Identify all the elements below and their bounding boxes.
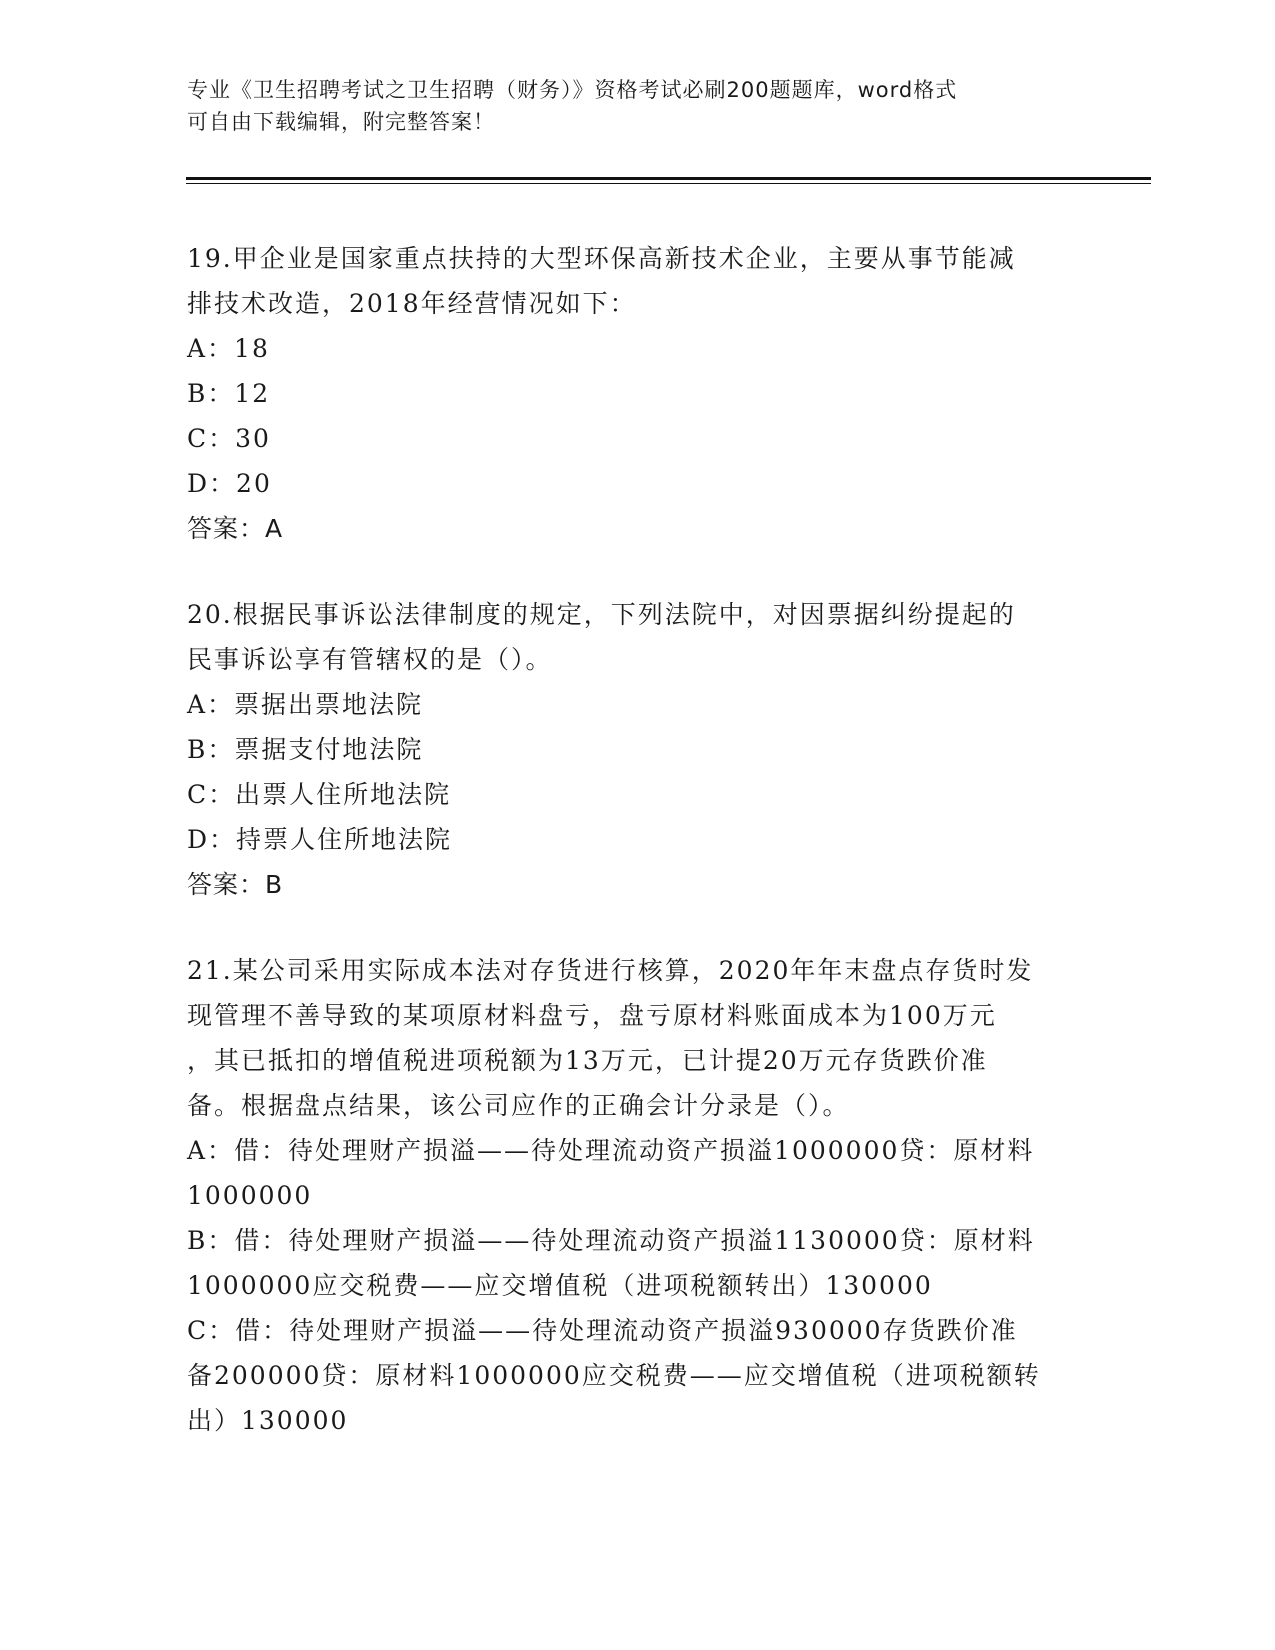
answer-line: 答案：A bbox=[187, 514, 284, 543]
option-a: A：票据出票地法院 bbox=[187, 690, 424, 719]
option-c-continued: 备200000贷：原材料1000000应交税费——应交增值税（进项税额转 bbox=[187, 1361, 1041, 1390]
option-d: D：20 bbox=[187, 469, 272, 498]
question-stem-line: 民事诉讼享有管辖权的是（）。 bbox=[187, 645, 553, 674]
document-header bbox=[187, 74, 1067, 138]
question-19 bbox=[187, 236, 1087, 551]
option-a-continued: 1000000 bbox=[187, 1181, 313, 1210]
question-stem-line: 21.某公司采用实际成本法对存货进行核算，2020年年末盘点存货时发 bbox=[187, 956, 1034, 985]
option-b: B：借：待处理财产损溢——待处理流动资产损溢1130000贷：原材料 bbox=[187, 1226, 1035, 1255]
question-stem-line: 19.甲企业是国家重点扶持的大型环保高新技术企业，主要从事节能减 bbox=[187, 244, 1016, 273]
header-divider-thin bbox=[186, 183, 1151, 184]
option-b: B：12 bbox=[187, 379, 271, 408]
question-stem-line: 现管理不善导致的某项原材料盘亏，盘亏原材料账面成本为100万元 bbox=[187, 1001, 997, 1030]
header-line-2: 可自由下载编辑，附完整答案！ bbox=[187, 110, 495, 134]
option-c: C：出票人住所地法院 bbox=[187, 780, 452, 809]
option-c: C：30 bbox=[187, 424, 271, 453]
option-c: C：借：待处理财产损溢——待处理流动资产损溢930000存货跌价准 bbox=[187, 1316, 1018, 1345]
question-list bbox=[187, 236, 1087, 1484]
question-stem-line: 排技术改造，2018年经营情况如下： bbox=[187, 289, 637, 318]
option-b-continued: 1000000应交税费——应交增值税（进项税额转出）130000 bbox=[187, 1271, 933, 1300]
question-stem-line: 备。根据盘点结果，该公司应作的正确会计分录是（）。 bbox=[187, 1091, 850, 1120]
answer-line: 答案：B bbox=[187, 870, 284, 899]
question-stem-line: 20.根据民事诉讼法律制度的规定，下列法院中，对因票据纠纷提起的 bbox=[187, 600, 1016, 629]
option-d: D：持票人住所地法院 bbox=[187, 825, 453, 854]
question-stem-line: ，其已抵扣的增值税进项税额为13万元，已计提20万元存货跌价准 bbox=[187, 1046, 988, 1075]
question-20 bbox=[187, 592, 1087, 907]
option-a: A：18 bbox=[187, 334, 270, 363]
question-21 bbox=[187, 948, 1087, 1443]
header-line-1: 专业《卫生招聘考试之卫生招聘（财务）》资格考试必刷200题题库，word格式 bbox=[187, 78, 958, 102]
option-b: B：票据支付地法院 bbox=[187, 735, 424, 764]
option-a: A：借：待处理财产损溢——待处理流动资产损溢1000000贷：原材料 bbox=[187, 1136, 1035, 1165]
header-divider-thick bbox=[186, 177, 1151, 180]
option-c-continued: 出）130000 bbox=[187, 1406, 349, 1435]
